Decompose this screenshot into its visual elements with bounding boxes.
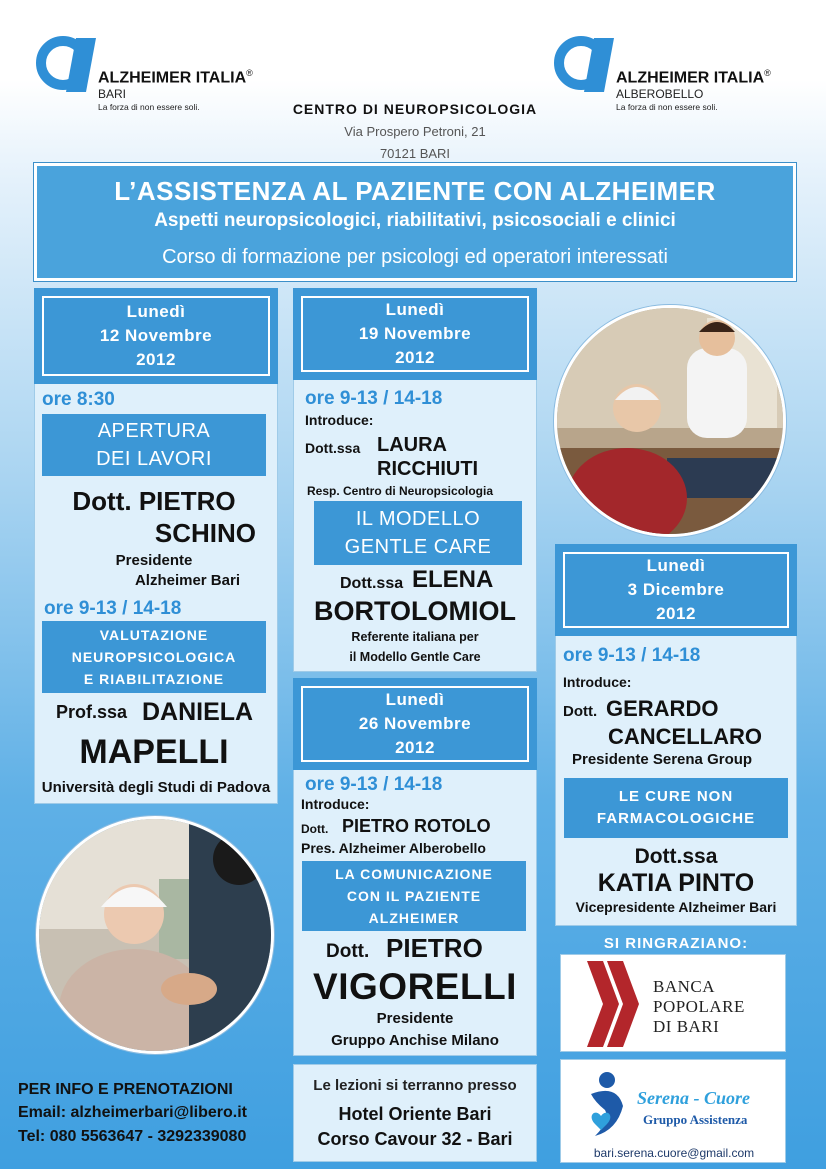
day4-speaker-prefix: Dott.ssa bbox=[634, 845, 718, 868]
banca-popolare-logo-icon bbox=[583, 961, 643, 1047]
topic-line: FARMACOLOGICHE bbox=[596, 810, 756, 827]
date-weekday: Lunedì bbox=[385, 690, 445, 709]
day1-speaker1-surname: SCHINO bbox=[154, 518, 256, 548]
date-day: 3 Dicembre bbox=[627, 580, 725, 599]
info-title: PER INFO E PRENOTAZIONI bbox=[18, 1081, 233, 1098]
date-year: 2012 bbox=[395, 348, 435, 367]
topic-line: CON IL PAZIENTE bbox=[346, 888, 482, 904]
day2-speaker-prefix: Dott.ssa bbox=[340, 575, 404, 592]
caregiver-photo-top bbox=[554, 305, 786, 537]
date-weekday: Lunedì bbox=[646, 556, 706, 575]
topic-line: NEUROPSICOLOGICA bbox=[71, 649, 237, 665]
logo-tagline: La forza di non essere soli. bbox=[616, 102, 718, 112]
day2-intro-prefix: Dott.ssa bbox=[305, 440, 361, 456]
day1-opening-bar bbox=[42, 414, 266, 476]
logo-alzheimer-bari bbox=[36, 36, 296, 126]
day2-topic-bar bbox=[314, 501, 522, 565]
thanks-label: SI RINGRAZIANO: bbox=[603, 935, 749, 952]
day3-speaker-role: Gruppo Anchise Milano bbox=[331, 1032, 499, 1049]
topic-line: VALUTAZIONE bbox=[99, 627, 209, 643]
serena-cuore-logo-icon bbox=[581, 1070, 631, 1142]
logo-name: ALZHEIMER ITALIA® bbox=[98, 68, 253, 87]
day1-speaker2-name: DANIELA bbox=[142, 698, 254, 726]
location-hotel: Hotel Oriente Bari bbox=[338, 1104, 492, 1124]
day2-intro-role: Resp. Centro di Neuropsicologia bbox=[307, 484, 494, 498]
day3-intro-prefix: Dott. bbox=[301, 822, 329, 836]
day1-speaker2-surname: MAPELLI bbox=[79, 733, 229, 771]
caregiver-photo-bottom bbox=[36, 816, 274, 1054]
topic-line: E RIABILITAZIONE bbox=[83, 671, 225, 687]
alzheimer-logo-icon bbox=[36, 36, 106, 96]
serena-group: Gruppo Assistenza bbox=[643, 1112, 748, 1127]
date-year: 2012 bbox=[395, 738, 435, 757]
day3-speaker-surname: VIGORELLI bbox=[313, 966, 517, 1007]
alzheimer-logo-icon bbox=[554, 36, 624, 96]
caregiver-elderly-man-image bbox=[557, 308, 786, 537]
day1-time1: ore 8:30 bbox=[42, 389, 115, 410]
day1-speaker1-role: Presidente bbox=[115, 552, 193, 569]
day1-speaker2-prefix: Prof.ssa bbox=[56, 702, 128, 722]
info-phone: Tel: 080 5563647 - 3292339080 bbox=[18, 1128, 247, 1145]
day3-time: ore 9-13 / 14-18 bbox=[305, 774, 443, 795]
day3-intro-role: Pres. Alzheimer Alberobello bbox=[301, 840, 486, 856]
date-weekday: Lunedì bbox=[126, 302, 186, 321]
day4-time: ore 9-13 / 14-18 bbox=[563, 645, 701, 666]
day4-intro-surname: CANCELLARO bbox=[608, 724, 762, 749]
venue-title: CENTRO DI NEUROPSICOLOGIA bbox=[292, 101, 538, 117]
day4-topic-bar bbox=[564, 778, 788, 838]
banner-title: L’ASSISTENZA AL PAZIENTE CON ALZHEIMER bbox=[114, 176, 716, 206]
venue-address: Via Prospero Petroni, 21 bbox=[344, 124, 486, 139]
topic-line: LE CURE NON bbox=[618, 788, 734, 805]
location-address: Corso Cavour 32 - Bari bbox=[317, 1129, 513, 1149]
caregiver-elderly-woman-image bbox=[39, 819, 274, 1054]
day3-speaker-prefix: Dott. bbox=[326, 941, 370, 962]
day3-speaker-role: Presidente bbox=[376, 1010, 454, 1027]
sponsor-banca-popolare bbox=[560, 954, 786, 1052]
day4-speaker-name: KATIA PINTO bbox=[597, 869, 755, 897]
day4-date-box bbox=[555, 544, 797, 636]
date-weekday: Lunedì bbox=[385, 300, 445, 319]
logo-city: BARI bbox=[98, 87, 127, 101]
day2-introduce: Introduce: bbox=[305, 412, 374, 428]
serena-email[interactable]: bari.serena.cuore@gmail.com bbox=[593, 1146, 755, 1160]
date-day: 12 Novembre bbox=[99, 326, 213, 345]
opening-line: DEI LAVORI bbox=[96, 448, 212, 470]
info-email[interactable]: Email: alzheimerbari@libero.it bbox=[18, 1104, 247, 1121]
bank-name-line: POPOLARE bbox=[653, 997, 745, 1016]
day4-intro-name: GERARDO bbox=[606, 696, 719, 721]
date-year: 2012 bbox=[656, 604, 696, 623]
day3-topic-bar bbox=[302, 861, 526, 931]
topic-line: LA COMUNICAZIONE bbox=[335, 866, 493, 882]
day2-intro-name: LAURA bbox=[377, 434, 447, 456]
serena-name: Serena - Cuore bbox=[637, 1088, 751, 1108]
day1-speaker1-role: Alzheimer Bari bbox=[134, 572, 240, 589]
bank-name-line: BANCA bbox=[653, 977, 716, 996]
day3-intro-name: PIETRO ROTOLO bbox=[342, 816, 491, 836]
topic-line: ALZHEIMER bbox=[368, 910, 460, 926]
day1-speaker2-role: Università degli Studi di Padova bbox=[41, 779, 271, 796]
day2-speaker-role: Referente italiana per bbox=[351, 630, 479, 644]
sponsor-serena-cuore bbox=[560, 1059, 786, 1163]
day4-introduce: Introduce: bbox=[563, 674, 632, 690]
day1-speaker1-title: Dott. PIETRO bbox=[72, 486, 236, 516]
date-day: 19 Novembre bbox=[358, 324, 472, 343]
logo-alzheimer-alberobello bbox=[554, 36, 814, 126]
day2-intro-surname: RICCHIUTI bbox=[377, 458, 479, 480]
venue-city: 70121 BARI bbox=[379, 146, 451, 161]
day2-date-box bbox=[293, 288, 537, 380]
day3-date-box bbox=[293, 678, 537, 770]
day2-speaker-name: ELENA bbox=[412, 566, 494, 593]
day3-speaker-name: PIETRO bbox=[386, 933, 483, 963]
date-year: 2012 bbox=[136, 350, 176, 369]
day1-date-box bbox=[34, 288, 278, 384]
topic-line: IL MODELLO bbox=[355, 508, 481, 530]
topic-line: GENTLE CARE bbox=[344, 536, 492, 558]
day2-time: ore 9-13 / 14-18 bbox=[305, 388, 443, 409]
day3-introduce: Introduce: bbox=[301, 796, 370, 812]
location-intro: Le lezioni si terranno presso bbox=[313, 1077, 517, 1094]
logo-name: ALZHEIMER ITALIA® bbox=[616, 68, 771, 87]
day1-time2: ore 9-13 / 14-18 bbox=[44, 598, 182, 619]
logo-tagline: La forza di non essere soli. bbox=[98, 102, 200, 112]
main-banner bbox=[34, 163, 796, 281]
bank-name-line: DI BARI bbox=[653, 1017, 720, 1036]
logo-city: ALBEROBELLO bbox=[616, 87, 704, 101]
banner-subtitle: Aspetti neuropsicologici, riabilitativi, psicosociali e clinici bbox=[154, 210, 676, 231]
day4-speaker-role: Vicepresidente Alzheimer Bari bbox=[575, 899, 777, 915]
date-day: 26 Novembre bbox=[358, 714, 472, 733]
opening-line: APERTURA bbox=[97, 420, 211, 442]
day2-speaker-surname: BORTOLOMIOL bbox=[314, 596, 516, 626]
day1-topic-bar bbox=[42, 621, 266, 693]
banner-course: Corso di formazione per psicologi ed operatori interessati bbox=[162, 246, 668, 268]
day4-intro-prefix: Dott. bbox=[563, 703, 598, 720]
day2-speaker-role: il Modello Gentle Care bbox=[349, 650, 481, 664]
day4-intro-role: Presidente Serena Group bbox=[572, 751, 753, 768]
